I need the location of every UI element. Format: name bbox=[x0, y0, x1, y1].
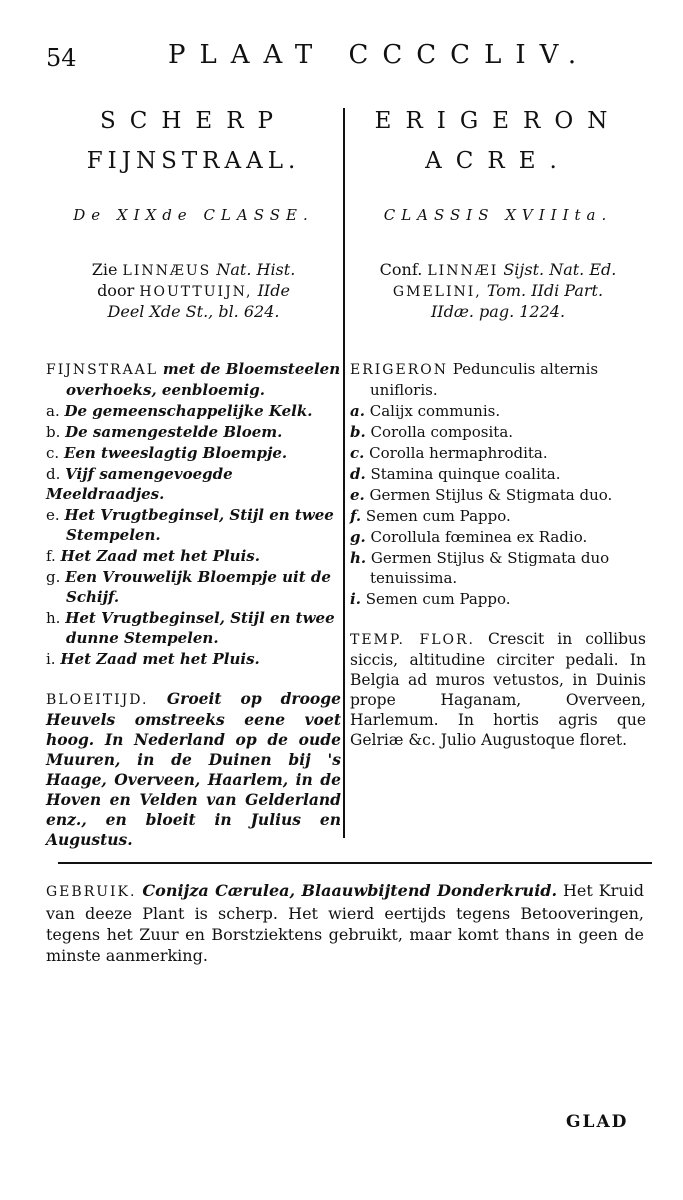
right-ref-work: Sijst. Nat. Ed. bbox=[503, 260, 617, 279]
right-item-label: g. bbox=[350, 528, 366, 546]
right-item-label: d. bbox=[350, 465, 366, 483]
right-intro-head: ERIGERON bbox=[350, 362, 448, 378]
left-ref-author: LINNÆUS bbox=[122, 263, 212, 279]
left-item-text: Het Zaad met het Pluis. bbox=[60, 650, 260, 668]
right-item-label: f. bbox=[350, 507, 362, 525]
left-item-label: f. bbox=[46, 547, 56, 565]
left-item-label: c. bbox=[46, 444, 60, 462]
right-item-text: Corolla composita. bbox=[370, 423, 514, 441]
left-ref-line3: Deel Xde St., bl. 624. bbox=[107, 302, 280, 321]
left-ref-line2-prefix: door bbox=[97, 281, 135, 300]
left-item-text: Het Zaad met het Pluis. bbox=[60, 547, 260, 565]
right-item-text: Germen Stijlus & Stigmata duo bbox=[370, 549, 610, 567]
horizontal-rule bbox=[58, 862, 652, 864]
left-classe: De XIXde CLASSE. bbox=[73, 206, 314, 224]
right-intro-text: Pedunculis alternis bbox=[452, 360, 599, 378]
left-item-label: i. bbox=[46, 650, 56, 668]
left-item-text: Vijf samengevoegde Meeldraadjes. bbox=[46, 465, 233, 503]
right-item-text: Corollula fœminea ex Radio. bbox=[370, 528, 588, 546]
left-title-line1: SCHERP bbox=[100, 108, 287, 134]
right-item-label: b. bbox=[350, 423, 366, 441]
left-item-label: h. bbox=[46, 609, 61, 627]
left-item-text: Het Vrugtbeginsel, Stijl en twee bbox=[65, 609, 335, 627]
right-item-label: a. bbox=[350, 402, 365, 420]
left-item-text: Een Vrouwelijk Bloempje uit de bbox=[65, 568, 331, 586]
right-item-label: e. bbox=[350, 486, 365, 504]
right-title-line2: ACRE. bbox=[425, 148, 571, 174]
left-ref-translator: HOUTTUIJN, bbox=[139, 284, 253, 300]
left-list-item bbox=[46, 608, 341, 648]
left-item-continuation: dunne Stempelen. bbox=[66, 629, 219, 647]
right-ref-line2-suffix: Tom. IIdi Part. bbox=[486, 281, 604, 300]
catchword: GLAD bbox=[566, 1112, 629, 1132]
left-list-item bbox=[46, 422, 341, 442]
left-list-item bbox=[46, 567, 341, 607]
left-list-item bbox=[46, 546, 341, 566]
left-bloei-head: BLOEITIJD. bbox=[46, 692, 149, 708]
left-item-continuation: Stempelen. bbox=[66, 526, 161, 544]
right-list-item bbox=[350, 589, 646, 609]
left-item-label: b. bbox=[46, 423, 61, 441]
left-intro-text: met de Bloemsteelen bbox=[162, 360, 341, 378]
left-ref-prefix: Zie bbox=[91, 260, 118, 279]
left-item-text: Een tweeslagtig Bloempje. bbox=[63, 444, 288, 462]
left-ref-line2-suffix: IIde bbox=[257, 281, 290, 300]
left-list-item bbox=[46, 464, 341, 504]
left-item-label: d. bbox=[46, 465, 61, 483]
left-item-text: De samengestelde Bloem. bbox=[65, 423, 283, 441]
right-column bbox=[350, 106, 646, 750]
page-number: 54 bbox=[46, 44, 77, 72]
left-intro-head: FIJNSTRAAL bbox=[46, 362, 159, 378]
right-ref-author: LINNÆI bbox=[427, 263, 499, 279]
right-item-text: Calijx communis. bbox=[369, 402, 501, 420]
right-intro bbox=[350, 359, 646, 400]
right-list-item bbox=[350, 464, 646, 484]
right-temp-text: Crescit in collibus siccis, altitudine circiter pedali. In Belgia ad muros vetustos, in Duinis prope Haganam, Overveen, Harlemum. In hortis agris que Gelriæ &c. Julio Augustoque floret. bbox=[350, 630, 646, 749]
left-list-item bbox=[46, 401, 341, 421]
gebruik-names: Conijza Cærulea, Blaauwbijtend Donderkruid. bbox=[142, 881, 558, 900]
right-list-item bbox=[350, 401, 646, 421]
left-item-label: a. bbox=[46, 402, 60, 420]
right-item-continuation: tenuissima. bbox=[370, 569, 458, 587]
left-figure-list bbox=[46, 359, 341, 669]
right-list-item bbox=[350, 527, 646, 547]
gebruik-head: GEBRUIK. bbox=[46, 884, 137, 900]
left-item-continuation: Schijf. bbox=[66, 588, 120, 606]
left-item-text: Het Vrugtbeginsel, Stijl en twee bbox=[64, 506, 334, 524]
left-list-item bbox=[46, 505, 341, 545]
right-item-text: Stamina quinque coalita. bbox=[370, 465, 561, 483]
right-item-text: Semen cum Pappo. bbox=[365, 590, 511, 608]
right-ref-editor: GMELINI, bbox=[392, 284, 482, 300]
right-temp-head: TEMP. FLOR. bbox=[350, 632, 475, 648]
right-reference bbox=[350, 260, 646, 321]
right-list-item bbox=[350, 485, 646, 505]
column-divider bbox=[343, 108, 345, 838]
gebruik-text: Het Kruid van deeze Plant is scherp. Het wierd eertijds tegens Betooveringen, tegens het Zuur en Borstziektens gebruikt, maar komt thans in geen de minste aanmerking. bbox=[46, 881, 644, 965]
left-item-text: De gemeenschappelijke Kelk. bbox=[64, 402, 313, 420]
right-classis: CLASSIS XVIIIta. bbox=[383, 206, 613, 224]
left-bloeitijd bbox=[46, 689, 341, 850]
left-list-item bbox=[46, 443, 341, 463]
right-list-item bbox=[350, 422, 646, 442]
left-reference bbox=[46, 260, 341, 321]
gebruik-paragraph bbox=[46, 880, 644, 966]
left-bloei-text: Groeit op drooge Heuvels omstreeks eene voet hoog. In Nederland op de oude Muuren, in de Duinen bij 's Haage, Overveen, Haarlem, in de Hoven en Velden van Gelderland enz., en bloeit in Julius en Augustus. bbox=[46, 689, 341, 849]
right-list-item bbox=[350, 548, 646, 588]
left-intro bbox=[46, 359, 341, 400]
running-title: PLAAT CCCCLIV. bbox=[168, 40, 591, 70]
right-title-line1: ERIGERON bbox=[374, 108, 622, 134]
right-list-item bbox=[350, 443, 646, 463]
left-item-label: g. bbox=[46, 568, 61, 586]
right-intro-cont: unifloris. bbox=[370, 381, 438, 399]
right-list-item bbox=[350, 506, 646, 526]
left-list-item bbox=[46, 649, 341, 669]
right-item-text: Germen Stijlus & Stigmata duo. bbox=[369, 486, 613, 504]
right-ref-prefix: Conf. bbox=[379, 260, 423, 279]
right-item-text: Semen cum Pappo. bbox=[365, 507, 511, 525]
left-item-label: e. bbox=[46, 506, 60, 524]
left-intro-cont: overhoeks, eenbloemig. bbox=[66, 381, 265, 399]
right-item-label: i. bbox=[350, 590, 361, 608]
right-item-text: Corolla hermaphrodita. bbox=[369, 444, 548, 462]
right-ref-line3: IIdæ. pag. 1224. bbox=[430, 302, 566, 321]
left-title-line2: FIJNSTRAAL. bbox=[86, 148, 301, 174]
right-item-label: c. bbox=[350, 444, 365, 462]
right-temp-flor bbox=[350, 629, 646, 750]
right-figure-list bbox=[350, 359, 646, 609]
left-column bbox=[46, 106, 341, 850]
right-item-label: h. bbox=[350, 549, 367, 567]
left-ref-work: Nat. Hist. bbox=[216, 260, 296, 279]
